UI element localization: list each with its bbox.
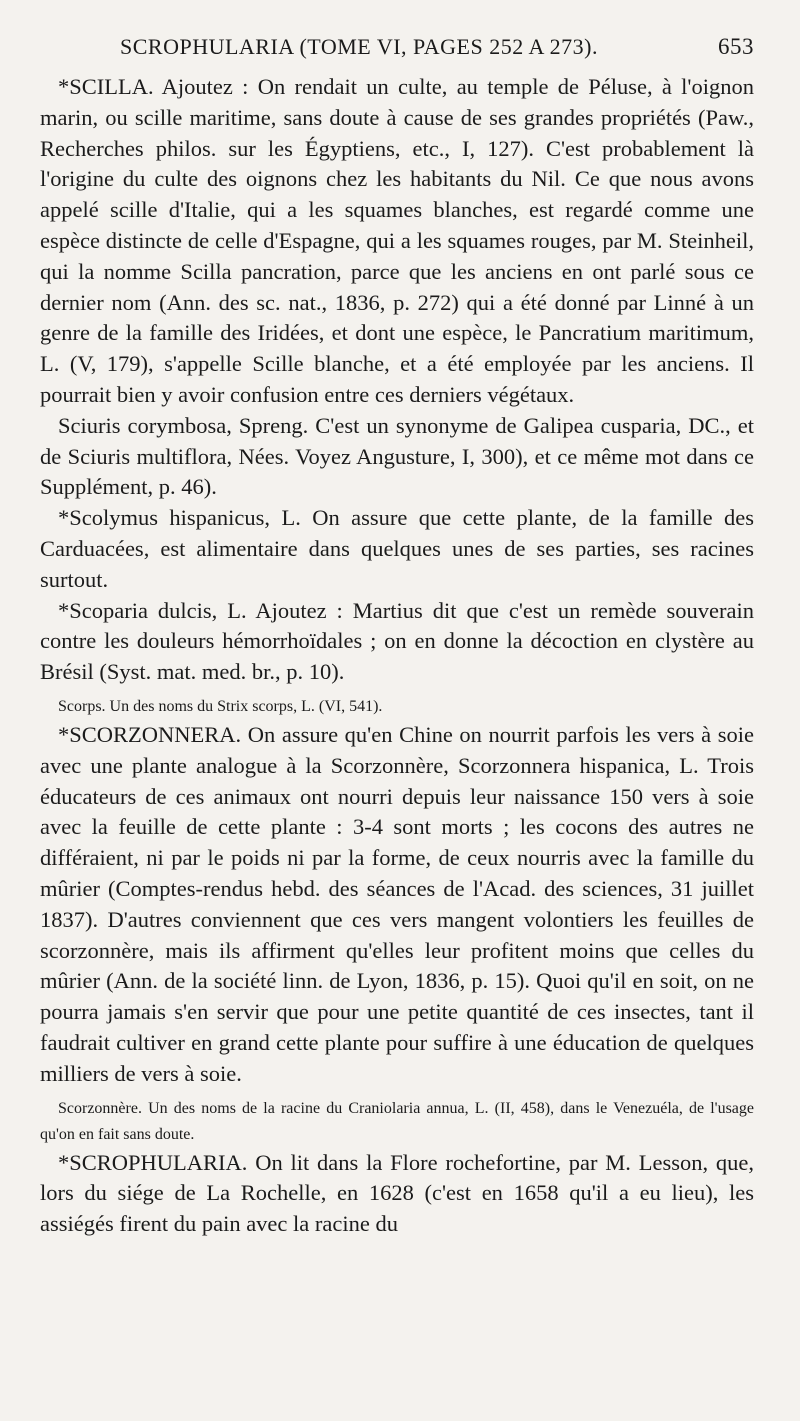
entry-scoparia: *Scoparia dulcis, L. Ajoutez : Martius dit que c'est un remède souverain contre les douleurs hémorrhoïdales ; on en donne la décoction en clystère au Brésil (Syst. mat. med. br., p. 10).	[40, 597, 754, 685]
entry-sciuris: Sciuris corymbosa, Spreng. C'est un synonyme de Galipea cusparia, DC., et de Sciuris multiflora, Nées. Voyez Angusture, I, 300), et ce même mot dans ce Supplément, p. 46).	[40, 412, 754, 500]
entry-scorps: Scorps. Un des noms du Strix scorps, L. (VI, 541).	[58, 697, 383, 715]
entry-scolymus: *Scolymus hispanicus, L. On assure que cette plante, de la famille des Carduacées, est alimentaire dans quelques unes de ses parties, ses racines surtout.	[40, 505, 754, 592]
entry-scilla: *SCILLA. Ajoutez : On rendait un culte, au temple de Péluse, à l'oignon marin, ou scille maritime, sans doute à cause de ses grandes propriétés (Paw., Recherches philos. sur les Égyptiens, etc., I, 127). C'est probablement là l'origine du culte des oignons chez les habitants du Nil. Ce que nous avons appelé scille d'Italie, qui a les squames blanches, est regardé comme une espèce distincte de celle d'Espagne, qui a les squames rouges, par M. Steinheil, qui la nomme Scilla pancration, parce que les anciens en ont parlé sous ce dernier nom (Ann. des sc. nat., 1836, p. 272) qui a été donné par Linné à un genre de la famille des Iridées, et dont une espèce, le Pancratium maritimum, L. (V, 179), s'appelle Scille blanche, et a été employée par les anciens. Il pourrait bien y avoir confusion entre ces derniers végétaux.	[40, 74, 754, 407]
header-title: SCROPHULARIA (TOME VI, PAGES 252 A 273).	[120, 34, 599, 59]
running-header	[40, 34, 754, 72]
entry-scorzonnera: *SCORZONNERA. On assure qu'en Chine on nourrit parfois les vers à soie avec une plante analogue à la Scorzonnère, Scorzonnera hispanica, L. Trois éducateurs de ces animaux ont nourri depuis leur naissance 150 vers à soie avec la feuille de cette plante : 3-4 sont morts ; les cocons des autres ne différaient, ni par le poids ni par la forme, de ceux nourris avec la famille du mûrier (Comptes-rendus hebd. des séances de l'Acad. des sciences, 31 juillet 1837). D'autres conviennent que ces vers mangent volontiers les feuilles de scorzonnère, mais ils affirment qu'elles leur profitent moins que celles du mûrier (Ann. de la société linn. de Lyon, 1836, p. 15). Quoi qu'il en soit, on ne pourra jamais s'en servir que pour une petite quantité de ces insectes, tant il faudrait cultiver en grand cette plante pour suffire à une éducation de quelques milliers de vers à soie.	[40, 721, 754, 1086]
entry-scorzonnere: Scorzonnère. Un des noms de la racine du Craniolaria annua, L. (II, 458), dans le Venezuéla, de l'usage qu'on en fait sans doute.	[40, 1099, 754, 1143]
page-number: 653	[718, 34, 754, 59]
entry-scrophularia: *SCROPHULARIA. On lit dans la Flore rochefortine, par M. Lesson, que, lors du siége de La Rochelle, en 1628 (c'est en 1658 qu'il a eu lieu), les assiégés firent du pain avec la racine du	[40, 1149, 754, 1237]
